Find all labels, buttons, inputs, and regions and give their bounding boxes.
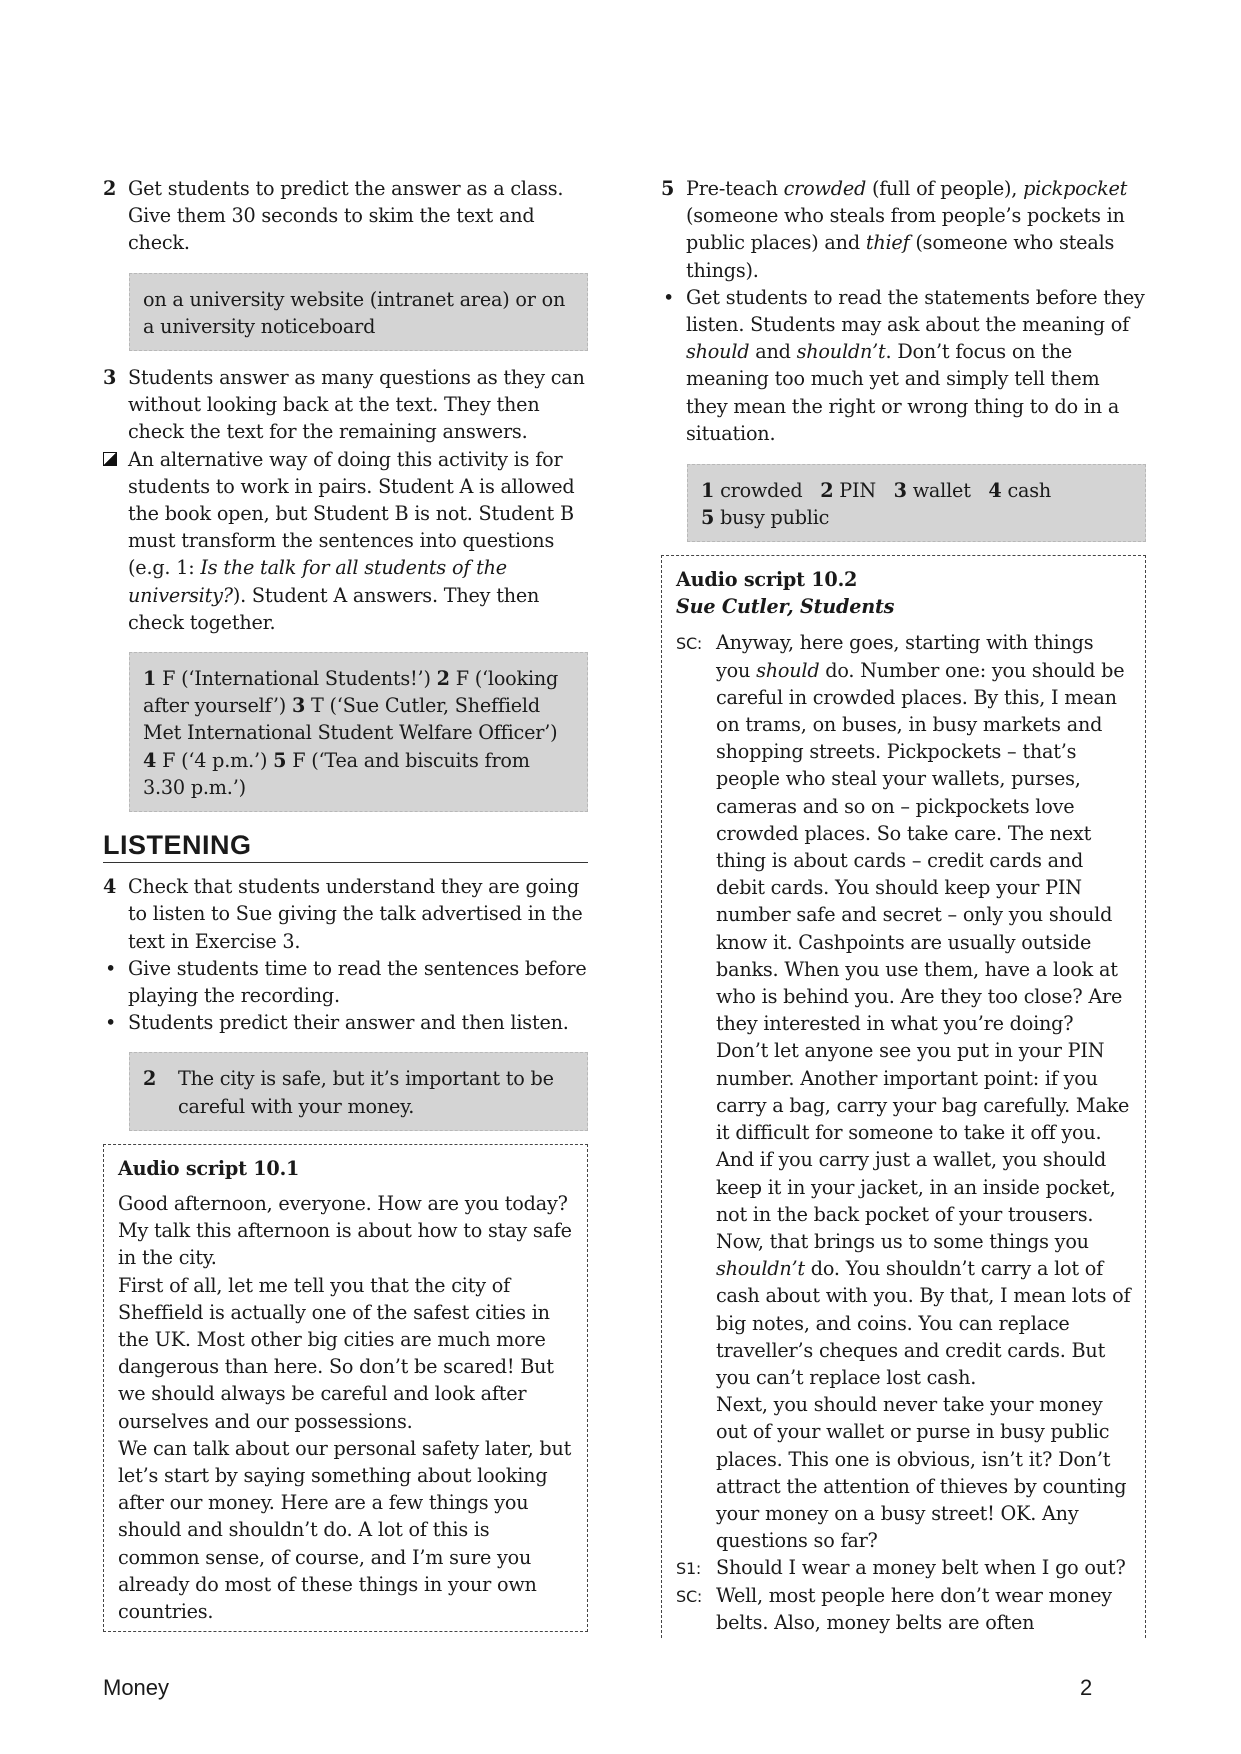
answer-text: F (‘looking after yourself’) xyxy=(143,667,559,718)
bullet-item xyxy=(103,1009,588,1036)
exercise-2 xyxy=(103,175,588,257)
answer-box-4 xyxy=(129,1052,588,1130)
page-number: 2 xyxy=(1080,1675,1093,1700)
script-text: do. You shouldn’t carry a lot of cash about with you. By that, I mean lots of big notes, and coins. You can replace traveller’s cheques and credit cards. But you can’t replace lost cash. xyxy=(716,1257,1131,1389)
exercise-number: 4 xyxy=(103,875,117,899)
exercise-3 xyxy=(103,364,588,446)
emphasis-word: shouldn’t xyxy=(716,1257,805,1281)
bullet-text: Students predict their answer and then listen. xyxy=(128,1011,569,1035)
bullet-text: and xyxy=(749,340,797,364)
script-paragraph xyxy=(716,629,1131,1227)
audio-script-title: Audio script 10.1 xyxy=(118,1156,300,1180)
script-paragraph: We can talk about our personal safety later, but let’s start by saying something about looking after our money. Here are a few things you should and shouldn’t do. A lot of this is common sense, of course, and I’m sure you already do most of these things in your own countries. xyxy=(118,1436,572,1623)
exercise-text: (someone who steals from people’s pockets in public places) and xyxy=(686,204,1125,255)
bullet-icon: • xyxy=(105,956,117,980)
script-line xyxy=(676,1554,1131,1581)
script-text: do. Number one: you should be careful in crowded places. By this, I mean on trams, on buses, in busy markets and shopping streets. Pickpockets – that’s people who steal your wallets, purses, cameras and so on – pickpockets love crowded places. So take care. The next thing is about cards – credit cards and debit cards. You should keep your PIN number safe and secret – only you should know it. Cashpoints are usually outside banks. When you use them, have a look at who is behind you. Are they too close? Are they interested in what you’re doing? Don’t let anyone see you put in your PIN number. Another important point: if you carry a bag, carry your bag carefully. Make it difficult for someone to take it off you. And if you carry just a wallet, you should keep it in your jacket, in an inside pocket, not in the back pocket of your trousers. xyxy=(716,658,1130,1226)
answer-number: 1 xyxy=(701,479,715,503)
answer-text: F (‘International Students!’) xyxy=(162,667,437,691)
answer-number: 2 xyxy=(143,1067,157,1091)
bullet-text: . Don’t focus on the meaning too much yet and simply tell them they mean the right or wrong thing to do in a situation. xyxy=(686,340,1120,445)
emphasis-word: should xyxy=(756,658,820,682)
answer-number: 2 xyxy=(436,667,450,691)
bullet-item xyxy=(661,284,1146,447)
answer-text: The city is safe, but it’s important to be careful with your money. xyxy=(178,1067,554,1118)
answer-text: cash xyxy=(1007,479,1052,503)
audio-script-10-1 xyxy=(103,1144,588,1632)
script-paragraph: Should I wear a money belt when I go out? xyxy=(716,1556,1126,1580)
vocab-word: pickpocket xyxy=(1023,177,1128,200)
vocab-word: shouldn’t xyxy=(796,340,886,364)
answer-text: PIN xyxy=(839,479,876,503)
script-paragraph: Well, most people here don’t wear money belts. Also, money belts are often xyxy=(716,1583,1112,1634)
exercise-text: Students answer as many questions as they can without looking back at the text. They then check the text for the remaining answers. xyxy=(128,366,585,444)
script-text: Now, that brings us to some things you xyxy=(716,1229,1089,1253)
script-text: Anyway, here goes, starting with things you xyxy=(716,631,1094,682)
teacher-note xyxy=(103,446,588,636)
vocab-word: should xyxy=(686,340,750,364)
answer-text: wallet xyxy=(912,479,971,503)
left-column xyxy=(103,175,588,1632)
answer-text: on a university website (intranet area) or on a university noticeboard xyxy=(143,287,566,338)
answer-text: F (‘Tea and biscuits from 3.30 p.m.’) xyxy=(143,748,530,799)
note-text-start: An alternative way of doing this activity is for students to work in pairs. Student A is allowed the book open, but Student B is not. Student B must transform the sentences into questions (e.g. 1: xyxy=(128,447,575,580)
answer-number: 5 xyxy=(273,748,287,772)
bullet-icon: • xyxy=(105,1011,117,1035)
exercise-text: (someone who steals things). xyxy=(686,231,1115,282)
speaker-label: SC: xyxy=(676,634,703,654)
answer-text: T (‘Sue Cutler, Sheffield Met International Student Welfare Officer’) xyxy=(143,694,558,745)
script-paragraph: Next, you should never take your money out of your wallet or purse in busy public places. This one is obvious, isn’t it? Don’t attract the attention of thieves by counting your money on a busy street! OK. Any questions so far? xyxy=(716,1393,1127,1553)
answer-text: busy public xyxy=(720,506,830,530)
note-example: Is the talk for all students of the university? xyxy=(128,556,507,607)
exercise-text: Check that students understand they are going to listen to Sue giving the talk advertised in the text in Exercise 3. xyxy=(128,875,583,953)
bullet-text: Get students to read the statements before they listen. Students may ask about the meaning of xyxy=(686,285,1145,337)
bullet-text: Give students time to read the sentences before playing the recording. xyxy=(128,956,587,1008)
footer-title: Money xyxy=(103,1675,170,1700)
answer-text: F (‘4 p.m.’) xyxy=(162,748,274,772)
vocab-word: thief xyxy=(865,231,910,255)
note-text-end: ). Student A answers. They then check together. xyxy=(128,583,540,634)
script-line xyxy=(676,1582,1131,1636)
answer-box-3 xyxy=(129,652,588,812)
exercise-number: 3 xyxy=(103,366,117,390)
exercise-4 xyxy=(103,873,588,955)
script-paragraph xyxy=(716,1228,1131,1391)
speaker-label: S1: xyxy=(676,1559,702,1579)
answer-number: 4 xyxy=(988,479,1002,503)
answer-number: 2 xyxy=(820,479,834,503)
script-line xyxy=(676,629,1131,1554)
answer-number: 5 xyxy=(701,506,715,530)
right-column xyxy=(661,175,1146,1638)
bullet-icon: • xyxy=(663,285,675,309)
exercise-text: Pre-teach xyxy=(686,177,784,200)
bullet-item xyxy=(103,955,588,1009)
script-paragraph: First of all, let me tell you that the city of Sheffield is actually one of the safest cities in the UK. Most other big cities are much more dangerous than here. So don’t be scared! But we should always be careful and look after ourselves and our possessions. xyxy=(118,1273,554,1433)
exercise-text: Get students to predict the answer as a class. Give them 30 seconds to skim the text and check. xyxy=(128,177,564,255)
teacher-note-icon xyxy=(103,452,117,466)
answer-number: 4 xyxy=(143,748,157,772)
audio-script-10-2 xyxy=(661,555,1146,1638)
answer-number: 1 xyxy=(143,667,157,691)
answer-box-2 xyxy=(129,273,588,351)
exercise-number: 5 xyxy=(661,177,675,200)
audio-script-subtitle: Sue Cutler, Students xyxy=(676,595,895,619)
audio-script-title: Audio script 10.2 xyxy=(676,568,858,592)
answer-number: 3 xyxy=(893,479,907,503)
answer-box-5 xyxy=(687,464,1146,542)
speaker-label: SC: xyxy=(676,1586,703,1606)
exercise-text: (full of people), xyxy=(866,177,1024,200)
exercise-number: 2 xyxy=(103,177,117,200)
vocab-word: crowded xyxy=(783,177,867,200)
section-heading-listening: LISTENING xyxy=(103,832,588,863)
script-paragraph: Good afternoon, everyone. How are you today? My talk this afternoon is about how to stay safe in the city. xyxy=(118,1191,572,1270)
answer-text: crowded xyxy=(720,479,803,503)
answer-number: 3 xyxy=(291,694,306,718)
exercise-5 xyxy=(661,175,1146,284)
